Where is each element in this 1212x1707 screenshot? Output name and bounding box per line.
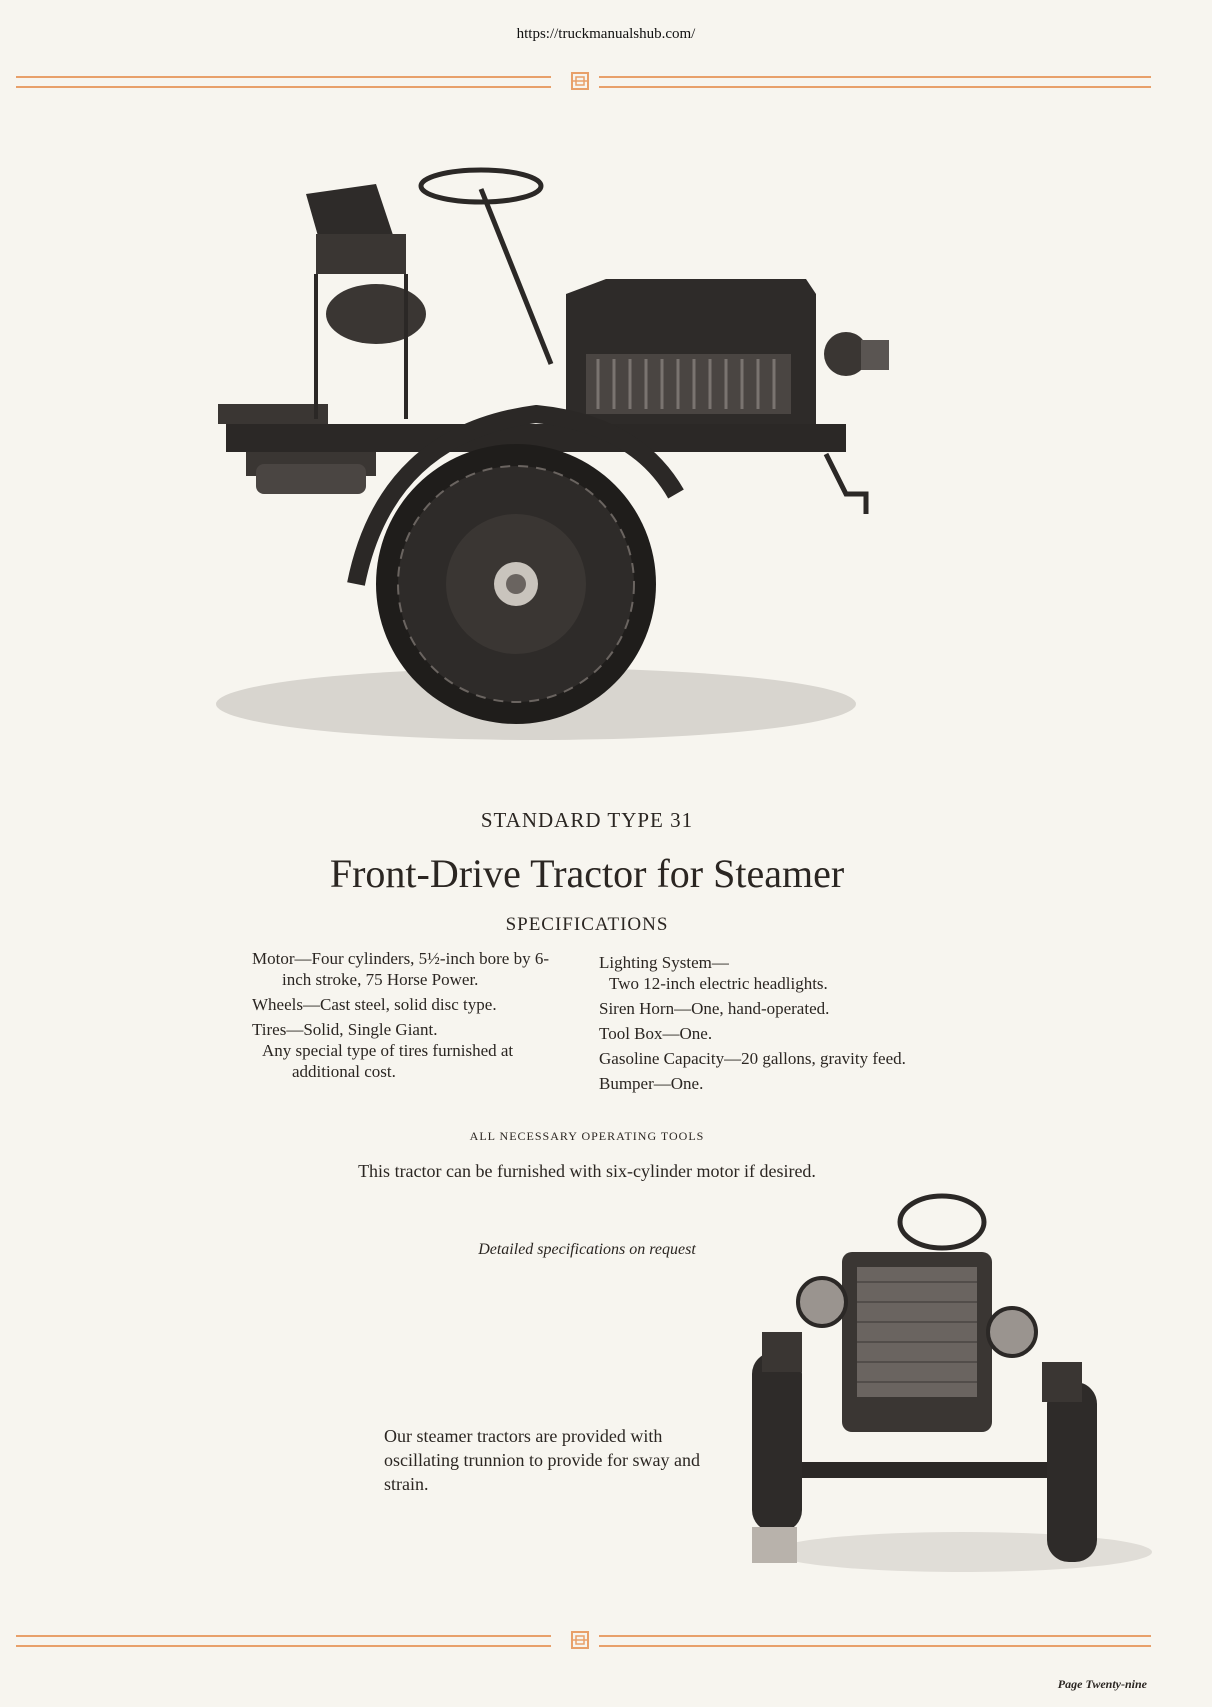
spec-tires xyxy=(252,1019,578,1082)
spec-bumper: Bumper—One. xyxy=(599,1074,704,1093)
page-title: Front-Drive Tractor for Steamer xyxy=(329,851,845,896)
spec-siren: Siren Horn—One, hand-operated. xyxy=(599,999,830,1018)
spec-tires-note: Any special type of tires furnished at additional cost. xyxy=(262,1041,514,1081)
spec-lighting-label: Lighting System— xyxy=(599,953,729,972)
detailed-specs-note: Detailed specifications on request xyxy=(478,1241,696,1258)
model-type: STANDARD TYPE 31 xyxy=(480,808,694,832)
spec-toolbox: Tool Box—One. xyxy=(599,1024,713,1043)
tractor-front-view-image xyxy=(752,1182,1160,1577)
spec-lighting-note: Two 12-inch electric headlights. xyxy=(609,974,828,993)
spec-tires-label: Tires—Solid, Single Giant. xyxy=(252,1020,438,1039)
emblem-icon xyxy=(570,72,590,90)
spec-motor: Motor—Four cylinders, 5½-inch bore by 6-inch stroke, 75 Horse Power. xyxy=(252,949,549,989)
tractor-side-view-image xyxy=(206,164,976,754)
page-number: Page Twenty-nine xyxy=(1057,1677,1147,1691)
emblem-icon xyxy=(570,1631,590,1649)
spec-lighting xyxy=(599,952,935,994)
source-url: https://truckmanualshub.com/ xyxy=(516,26,696,42)
specifications-heading: SPECIFICATIONS xyxy=(505,914,669,935)
operating-tools-note: ALL NECESSARY OPERATING TOOLS xyxy=(469,1129,705,1143)
specs-left-column xyxy=(252,948,578,1086)
six-cylinder-note: This tractor can be furnished with six-cylinder motor if desired. xyxy=(358,1161,816,1181)
spec-wheels: Wheels—Cast steel, solid disc type. xyxy=(252,995,497,1014)
spec-gasoline: Gasoline Capacity—20 gallons, gravity feed. xyxy=(599,1049,906,1068)
bottom-decorative-rule xyxy=(16,1633,1151,1649)
top-decorative-rule xyxy=(16,74,1151,90)
specs-right-column xyxy=(599,952,935,1098)
oscillating-trunnion-note: Our steamer tractors are provided with oscillating trunnion to provide for sway and strain. xyxy=(384,1426,700,1494)
